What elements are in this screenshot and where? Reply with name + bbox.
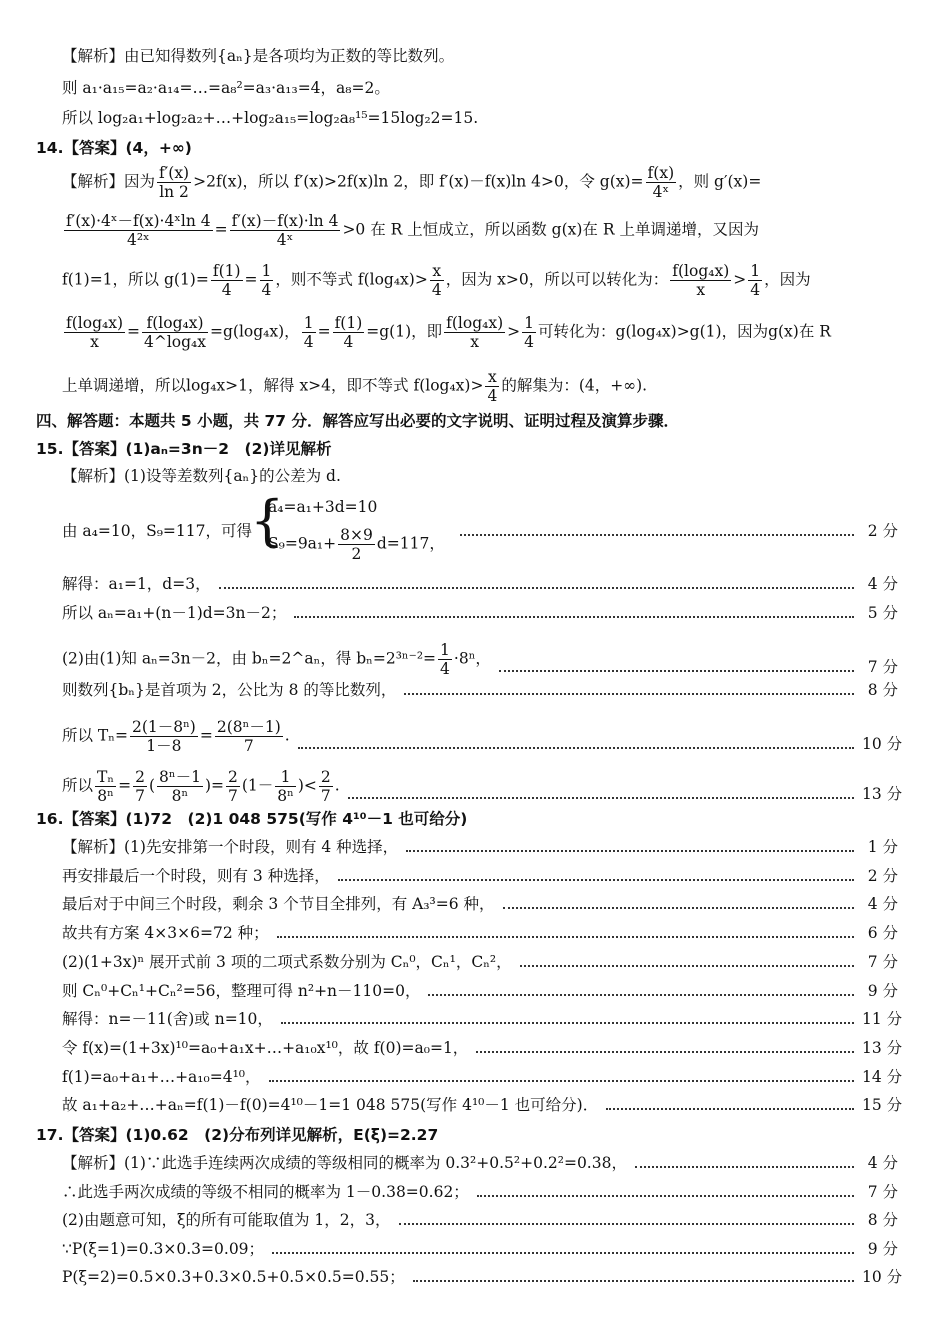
numerator: f(log₄x) [66,314,123,332]
fraction [211,262,243,299]
denominator: 1－8 [146,737,182,755]
step-text [62,641,491,678]
text: > [507,322,521,341]
score: 4 分 [867,575,898,593]
score: 7 分 [867,952,898,971]
text: >2f(x)，所以 f′(x)>2f(x)ln 2，即 f′(x)－f(x)ln 4>0，令 g(x)= [193,172,644,191]
denominator: 4 [221,281,232,299]
text: S₉=9a₁+ [268,534,337,553]
fraction [333,314,365,351]
score: 10 分 [862,1268,903,1287]
text: ( [148,776,155,795]
step-text: ∴此选手两次成绩的等级不相同的概率为 1－0.38=0.62； [62,1182,469,1201]
text: ，则不等式 f(log₄x)> [275,270,428,289]
leader-dots [520,965,854,967]
q17-step [62,1238,898,1260]
leader-dots [428,994,854,996]
leader-dots [272,1252,854,1254]
denominator: x [470,333,480,351]
q16-step [62,1094,903,1116]
score: 13 分 [862,785,903,803]
score: 11 分 [862,1010,903,1029]
leader-dots [294,616,854,618]
leader-dots [219,587,854,589]
numerator: f(1) [334,314,363,332]
numerator: f(x) [647,164,675,182]
score: 4 分 [867,1154,898,1172]
score: 7 分 [867,658,898,676]
text: 所以 [62,776,94,795]
score: 14 分 [862,1067,903,1086]
score: 2 分 [867,522,898,540]
score: 8 分 [867,1211,898,1230]
text: ，因为 x>0，所以可以转化为： [445,270,669,289]
q14-row1 [62,164,950,201]
leader-dots [277,936,854,938]
text: (2)由(1)知 aₙ=3n－2，由 bₙ=2^aₙ，得 bₙ=2³ⁿ⁻²= [62,649,437,668]
leader-dots [348,797,854,799]
numerator: 2(8ⁿ－1) [216,718,281,736]
system-brace: { [250,489,285,552]
step-text: f(1)=a₀+a₁+…+a₁₀=4¹⁰， [62,1067,261,1086]
numerator: 1 [750,262,761,280]
q15-step [62,573,898,595]
score: 1 分 [867,838,898,856]
leader-dots [413,1280,854,1282]
numerator: 2(1－8ⁿ) [131,718,196,736]
text: 可转化为：g(log₄x)>g(1)，因为g(x)在 R [538,322,831,341]
score: 6 分 [867,924,898,943]
step-text: 最后对于中间三个时段，剩余 3 个节目全排列，有 A₃³=6 种， [62,895,495,914]
numerator: 2 [320,768,331,786]
step-text: 解得：a₁=1，d=3， [62,575,211,593]
numerator: x [430,262,444,281]
fraction [275,768,296,805]
denominator: ln 2 [159,183,189,201]
leader-dots [503,907,854,909]
q15-answer: 15.【答案】(1)aₙ=3n－2 (2)详见解析 [36,440,332,458]
q15-line1: 【解析】(1)设等差数列{aₙ}的公差为 d. [62,467,341,485]
q16-step [62,980,898,1002]
denominator: 4 [343,333,354,351]
score: 9 分 [867,1239,898,1258]
q14-row2 [62,212,950,249]
denominator: 4²ˣ [126,231,150,249]
q16-step [62,893,898,915]
step-text: ∵P(ξ=1)=0.3×0.3=0.09； [62,1239,265,1258]
fraction [64,212,213,249]
numerator: Tₙ [97,768,115,786]
q16-step [62,865,898,887]
q15-step [62,602,898,624]
q15-step [62,718,903,755]
numerator: 1 [261,262,272,280]
q15-step [62,679,898,701]
text: f(1)=1，所以 g(1)= [62,270,209,289]
denominator: 4 [750,281,761,299]
step-text: 令 f(x)=(1+3x)¹⁰=a₀+a₁x+…+a₁₀x¹⁰，故 f(0)=a₀=1， [62,1038,469,1057]
leader-dots [477,1195,854,1197]
step-text: 再安排最后一个时段，则有 3 种选择， [62,866,330,885]
q16-step [62,1008,903,1030]
q15-step [62,768,903,805]
q13-line1: 【解析】由已知得数列{aₙ}是各项均为正数的等比数列。 [62,47,455,65]
leader-dots [476,1051,854,1053]
text: d=117 [376,534,430,553]
fraction [302,314,316,351]
numerator: 1 [524,314,535,332]
fraction [133,768,147,805]
section-heading: 四、解答题：本题共 5 小题，共 77 分．解答应写出必要的文字说明、证明过程及演算步骤． [36,412,679,430]
q15-step [62,641,898,678]
score: 7 分 [867,1182,898,1201]
denominator: 8ⁿ [171,787,189,805]
q17-step [62,1266,903,1288]
fraction [64,314,125,351]
step-text: 则 Cₙ⁰+Cₙ¹+Cₙ²=56，整理可得 n²+n－110=0， [62,981,421,1000]
text: . [334,776,340,795]
step-text: 【解析】(1)先安排第一个时段，则有 4 种选择， [62,838,399,856]
score: 15 分 [862,1096,903,1115]
step-text [62,718,290,755]
fraction [444,314,505,351]
q16-step [62,922,898,944]
fraction [646,164,677,201]
leader-dots [298,747,854,749]
denominator: 4 [261,281,272,299]
denominator: 7 [320,787,331,805]
q16-answer: 16.【答案】(1)72 (2)1 048 575(写作 4¹⁰－1 也可给分) [36,810,468,828]
q16-step [62,951,898,973]
denominator: 7 [135,787,145,805]
leader-dots [338,879,854,881]
text: )< [297,776,317,795]
numerator: f(log₄x) [142,314,208,333]
q14-row5 [62,368,950,405]
numerator: 8×9 [340,526,373,544]
denominator: 7 [243,737,254,755]
denominator: 8ⁿ [277,787,294,805]
score: 13 分 [862,1038,903,1057]
step-text: (2)由题意可知，ξ的所有可能取值为 1，2，3， [62,1211,391,1230]
fraction [157,164,191,201]
denominator: 4 [303,333,314,351]
score: 8 分 [867,681,898,699]
numerator: 2 [135,768,145,786]
q16-step [62,1037,903,1059]
numerator: 2 [227,768,238,786]
denominator: 7 [227,787,238,805]
q14-row4 [62,314,950,351]
q17-step [62,1209,898,1231]
text: = [127,322,140,341]
fraction [670,262,731,299]
text: ，则 g′(x)= [678,172,762,191]
leader-dots [404,693,854,695]
text: = [214,220,228,239]
step-text: 所以 aₙ=a₁+(n－1)d=3n－2； [62,604,287,622]
leader-dots [606,1108,854,1110]
step-text: 【解析】(1)∵此选手连续两次成绩的等级相同的概率为 0.3²+0.5²+0.2²=0.38， [62,1154,627,1172]
text: >0 在 R 上恒成立，所以函数 g(x)在 R 上单调递增，又因为 [342,220,759,239]
step-text: 解得：n=－11(舍)或 n=10， [62,1010,273,1029]
score: 4 分 [867,895,898,914]
denominator: 4ˣ [652,183,670,201]
q17-step [62,1152,898,1174]
step-text: (2)(1+3x)ⁿ 展开式前 3 项的二项式系数分别为 Cₙ⁰，Cₙ¹，Cₙ²， [62,952,512,971]
fraction [157,768,203,805]
numerator: 1 [440,641,450,659]
leader-dots [406,850,854,852]
q16-step [62,836,898,858]
text: ，因为 [764,270,811,289]
text: = [118,776,132,795]
step-text: 故共有方案 4×3×6=72 种； [62,924,269,943]
q16-step [62,1066,903,1088]
leader-dots [635,1166,854,1168]
fraction [748,262,762,299]
denominator: 4 [431,281,442,299]
numerator: f′(x)·4ˣ－f(x)·4ˣln 4 [66,212,211,230]
text: = [317,322,331,341]
denominator: 4ˣ [276,231,294,249]
numerator: 1 [275,768,296,787]
text: = [199,726,213,745]
text: 所以 Tₙ= [62,726,128,745]
numerator: f(log₄x) [672,262,730,280]
fraction [430,262,444,299]
denominator: x [90,333,99,351]
step-text [62,768,340,805]
q13-line3: 所以 log₂a₁+log₂a₂+…+log₂a₁₅=log₂a₈¹⁵=15log₂2=15. [62,109,479,127]
numerator: 1 [303,314,314,332]
text: ， [429,534,445,553]
fraction [338,526,375,563]
denominator: 4 [487,387,498,405]
leader-dots [399,1223,854,1225]
fraction [485,368,499,405]
numerator: f′(x)－f(x)·ln 4 [231,212,339,230]
numerator: f′(x) [159,164,190,182]
score: 10 分 [862,735,903,753]
text: ·8ⁿ， [453,649,491,668]
text: 【解析】因为 [62,172,156,191]
q17-step [62,1181,898,1203]
text: 上单调递增，所以log₄x>1，解得 x>4，即不等式 f(log₄x)> [62,376,484,395]
q13-line2: 则 a₁·a₁₅=a₂·a₁₄=…=a₈²=a₃·a₁₃=4，a₈=2。 [62,79,390,97]
fraction [522,314,536,351]
fraction [130,718,198,755]
q14-answer: 14.【答案】(4，+∞) [36,139,192,157]
fraction [226,768,240,805]
score: 2 分 [867,866,898,885]
numerator: f(log₄x) [446,314,504,332]
score: 5 分 [867,604,898,622]
step-text: P(ξ=2)=0.5×0.3+0.3×0.5+0.5×0.5=0.55； [62,1268,405,1287]
text: (1－ [241,776,274,795]
step-text: 则数列{bₙ}是首项为 2，公比为 8 的等比数列， [62,681,397,699]
text: =g(log₄x)， [210,322,300,341]
numerator: 8ⁿ－1 [159,768,201,786]
text: . [284,726,290,745]
fraction [319,768,333,805]
q15-system-eq2 [268,526,950,563]
denominator: 8ⁿ [97,787,114,805]
text: = [244,270,258,289]
q17-answer: 17.【答案】(1)0.62 (2)分布列详见解析，E(ξ)=2.27 [36,1126,439,1144]
denominator: 4 [524,333,535,351]
fraction [260,262,274,299]
step-text: 故 a₁+a₂+…+aₙ=f(1)－f(0)=4¹⁰－1=1 048 575(写作 4¹⁰－1 也可给分)． [62,1096,599,1115]
fraction [230,212,341,249]
numerator: f(1) [212,262,241,280]
fraction [215,718,283,755]
q15-system-eq1: a₄=a₁+3d=10 [268,498,378,516]
denominator: 2 [351,545,362,563]
fraction [438,641,452,678]
text: =g(1)，即 [366,322,443,341]
q14-row3 [62,262,950,299]
system-lead: 由 a₄=10，S₉=117，可得 [62,522,252,540]
fraction [142,314,208,351]
leader-dots [269,1080,855,1082]
denominator: x [696,281,706,299]
denominator: 4 [440,660,450,678]
text: > [733,270,747,289]
denominator: 4^log₄x [144,333,207,351]
leader-dots [499,670,854,672]
leader-dots [281,1022,854,1024]
fraction [95,768,116,805]
text: )= [204,776,224,795]
score: 9 分 [867,981,898,1000]
numerator: x [485,368,499,387]
text: 的解集为：(4，+∞). [501,376,648,395]
